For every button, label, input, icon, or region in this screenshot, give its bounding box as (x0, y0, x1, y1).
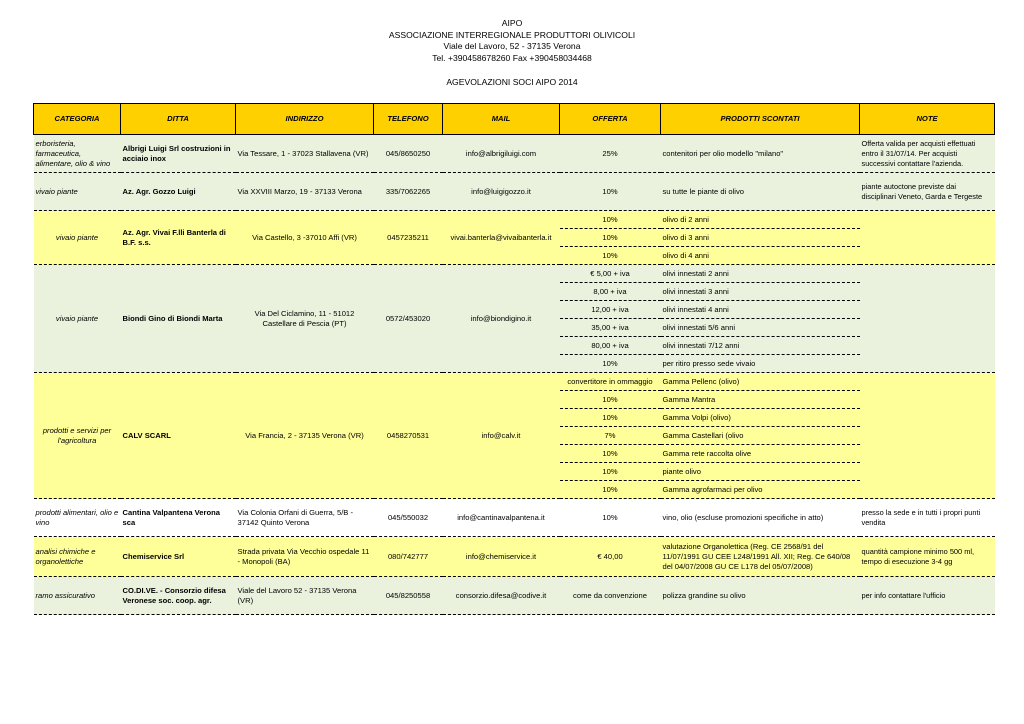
table-row (34, 173, 995, 211)
telefono-cell: 080/742777 (374, 537, 443, 577)
table-row (34, 499, 995, 537)
prodotto-cell: contenitori per olio modello "milano" (661, 135, 860, 173)
ditta-cell: Chemiservice Srl (121, 537, 236, 577)
prodotto-cell: Gamma Pellenc (olivo) (661, 373, 860, 391)
note-cell: per info contattare l'ufficio (860, 577, 995, 615)
indirizzo-cell: Via XXVIII Marzo, 19 - 37133 Verona (236, 173, 374, 211)
col-header-offerta: OFFERTA (560, 104, 661, 135)
col-header-categoria: CATEGORIA (34, 104, 121, 135)
prodotto-cell: Gamma Castellari (olivo (661, 427, 860, 445)
prodotto-cell: olivo di 3 anni (661, 229, 860, 247)
table-row (34, 537, 995, 577)
telefono-cell: 045/8250558 (374, 577, 443, 615)
ditta-cell: CALV SCARL (121, 373, 236, 499)
ditta-cell: Az. Agr. Vivai F.lli Banterla di B.F. s.s. (121, 211, 236, 265)
categoria-cell: prodotti e servizi per l'agricoltura (34, 373, 121, 499)
prodotto-cell: olivi innestati 7/12 anni (661, 337, 860, 355)
prodotto-cell: per ritiro presso sede vivaio (661, 355, 860, 373)
discounts-table (33, 103, 995, 615)
telefono-cell: 0572/453020 (374, 265, 443, 373)
prodotto-cell: piante olivo (661, 463, 860, 481)
indirizzo-cell: Via Castello, 3 -37010 Affi (VR) (236, 211, 374, 265)
table-row (34, 373, 995, 391)
note-cell (860, 373, 995, 499)
offerta-cell: 10% (560, 391, 661, 409)
prodotto-cell: olivo di 2 anni (661, 211, 860, 229)
prodotto-cell: olivi innestati 2 anni (661, 265, 860, 283)
indirizzo-cell: Viale del Lavoro 52 - 37135 Verona (VR) (236, 577, 374, 615)
offerta-cell: 10% (560, 355, 661, 373)
note-cell: presso la sede e in tutti i propri punti vendita (860, 499, 995, 537)
offerta-cell: 10% (560, 173, 661, 211)
telefono-cell: 045/550032 (374, 499, 443, 537)
prodotto-cell: Gamma rete raccolta olive (661, 445, 860, 463)
org-acronym: AIPO (501, 18, 523, 28)
prodotto-cell: olivi innestati 5/6 anni (661, 319, 860, 337)
mail-cell[interactable]: info@biondigino.it (443, 265, 560, 373)
telefono-cell: 0457235211 (374, 211, 443, 265)
offerta-cell: 7% (560, 427, 661, 445)
note-cell (860, 211, 995, 265)
org-contacts: Tel. +390458678260 Fax +390458034468 (432, 52, 592, 63)
table-row (34, 577, 995, 615)
mail-cell[interactable]: consorzio.difesa@codive.it (443, 577, 560, 615)
mail-cell[interactable]: info@chemiservice.it (443, 537, 560, 577)
col-header-mail: MAIL (443, 104, 560, 135)
indirizzo-cell: Via Del Ciclamino, 11 - 51012 Castellare di Pescia (PT) (236, 265, 374, 373)
prodotto-cell: vino, olio (escluse promozioni specifiche in atto) (661, 499, 860, 537)
offerta-cell: € 5,00 + iva (560, 265, 661, 283)
col-header-indirizzo: INDIRIZZO (236, 104, 374, 135)
org-name: ASSOCIAZIONE INTERREGIONALE PRODUTTORI OLIVICOLI (388, 29, 636, 40)
prodotto-cell: Gamma Volpi (olivo) (661, 409, 860, 427)
col-header-ditta: DITTA (121, 104, 236, 135)
prodotto-cell: Gamma Mantra (661, 391, 860, 409)
categoria-cell: vivaio piante (34, 265, 121, 373)
col-header-prodotti: PRODOTTI SCONTATI (661, 104, 860, 135)
offerta-cell: 10% (560, 409, 661, 427)
offerta-cell: 80,00 + iva (560, 337, 661, 355)
indirizzo-cell: Via Colonia Orfani di Guerra, 5/B - 37142 Quinto Verona (236, 499, 374, 537)
telefono-cell: 0458270531 (374, 373, 443, 499)
col-header-note: NOTE (860, 104, 995, 135)
categoria-cell: ramo assicurativo (34, 577, 121, 615)
ditta-cell: Biondi Gino di Biondi Marta (121, 265, 236, 373)
categoria-cell: vivaio piante (34, 173, 121, 211)
prodotto-cell: olivi innestati 4 anni (661, 301, 860, 319)
table-header-row (34, 104, 995, 135)
offerta-cell: 10% (560, 481, 661, 499)
offerta-cell: 10% (560, 229, 661, 247)
offerta-cell: come da convenzione (560, 577, 661, 615)
prodotto-cell: polizza grandine su olivo (661, 577, 860, 615)
mail-cell[interactable]: vivai.banterla@vivaibanterla.it (443, 211, 560, 265)
note-cell: piante autoctone previste dai disciplinari Veneto, Garda e Tergeste (860, 173, 995, 211)
prodotto-cell: olivo di 4 anni (661, 247, 860, 265)
note-cell: quantità campione minimo 500 ml, tempo di esecuzione 3-4 gg (860, 537, 995, 577)
offerta-cell: € 40,00 (560, 537, 661, 577)
offerta-cell: 25% (560, 135, 661, 173)
offerta-cell: 35,00 + iva (560, 319, 661, 337)
categoria-cell: analisi chimiche e organolettiche (34, 537, 121, 577)
telefono-cell: 335/7062265 (374, 173, 443, 211)
offerta-cell: 10% (560, 211, 661, 229)
prodotto-cell: Gamma agrofarmaci per olivo (661, 481, 860, 499)
categoria-cell: prodotti alimentari, olio e vino (34, 499, 121, 537)
org-address: Viale del Lavoro, 52 - 37135 Verona (443, 41, 581, 52)
note-cell: Offerta valida per acquisti effettuati entro il 31/07/14. Per acquisti successivi contattare l'azienda. (860, 135, 995, 173)
telefono-cell: 045/8650250 (374, 135, 443, 173)
prodotto-cell: su tutte le piante di olivo (661, 173, 860, 211)
categoria-cell: vivaio piante (34, 211, 121, 265)
ditta-cell: Albrigi Luigi Srl costruzioni in acciaio inox (121, 135, 236, 173)
mail-cell[interactable]: info@albrigiluigi.com (443, 135, 560, 173)
table-row (34, 135, 995, 173)
col-header-telefono: TELEFONO (374, 104, 443, 135)
table-row (34, 265, 995, 283)
prodotto-cell: valutazione Organolettica (Reg. CE 2568/91 del 11/07/1991 GU CEE L248/1991 All. XII; Reg. Ce 640/08 del 04/07/2008 GU CE L178 del 05/07/2008) (661, 537, 860, 577)
mail-cell[interactable]: info@luigigozzo.it (443, 173, 560, 211)
indirizzo-cell: Strada privata Via Vecchio ospedale 11 - Monopoli (BA) (236, 537, 374, 577)
offerta-cell: 10% (560, 247, 661, 265)
offerta-cell: 10% (560, 463, 661, 481)
document-subtitle: AGEVOLAZIONI SOCI AIPO 2014 (446, 77, 578, 88)
note-cell (860, 265, 995, 373)
categoria-cell: erboristeria, farmaceutica, alimentare, olio & vino (34, 135, 121, 173)
mail-cell[interactable]: info@cantinavalpantena.it (443, 499, 560, 537)
prodotto-cell: olivi innestati 3 anni (661, 283, 860, 301)
offerta-cell: convertitore in ommaggio (560, 373, 661, 391)
document-header (0, 18, 1024, 89)
table-row (34, 211, 995, 229)
ditta-cell: Az. Agr. Gozzo Luigi (121, 173, 236, 211)
mail-cell[interactable]: info@calv.it (443, 373, 560, 499)
ditta-cell: CO.DI.VE. - Consorzio difesa Veronese soc. coop. agr. (121, 577, 236, 615)
offerta-cell: 8,00 + iva (560, 283, 661, 301)
indirizzo-cell: Via Tessare, 1 - 37023 Stallavena (VR) (236, 135, 374, 173)
offerta-cell: 12,00 + iva (560, 301, 661, 319)
indirizzo-cell: Via Francia, 2 - 37135 Verona (VR) (236, 373, 374, 499)
ditta-cell: Cantina Valpantena Verona sca (121, 499, 236, 537)
offerta-cell: 10% (560, 499, 661, 537)
offerta-cell: 10% (560, 445, 661, 463)
